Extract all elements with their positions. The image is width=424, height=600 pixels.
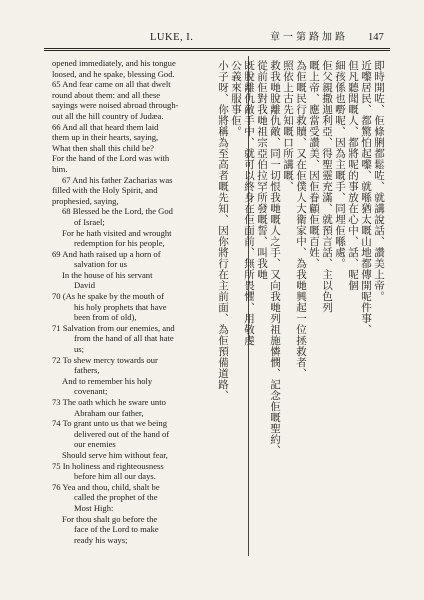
english-line: before him all our days.	[74, 471, 156, 482]
english-line: For he hath visited and wrought	[62, 227, 172, 238]
english-line: 67 And his father Zacharias was	[62, 174, 173, 185]
chinese-column: 救我哋脫離仇敵、同一切恨我哋嘅人之手、又向我哋列祖施憐憫、記念佢嘅聖約、	[269, 60, 281, 456]
english-line: prophesied, saying,	[52, 195, 119, 206]
english-line: from the hand of all that hate	[74, 333, 174, 344]
chinese-column: 佢父親撒迦利亞、得聖靈充滿、就預言話、主以色列	[321, 60, 333, 313]
english-line: loosed, and he spake, blessing God.	[52, 68, 175, 79]
english-line: redemption for his people,	[74, 238, 165, 249]
english-line: 75 In holiness and righteousness	[52, 460, 164, 471]
chinese-column: 但凡聽聞嘅人、都將呢的事放在心中、話、呢個	[347, 60, 359, 291]
english-line: 72 To shew mercy towards our	[52, 354, 158, 365]
english-line: 73 The oath which he sware unto	[52, 397, 166, 407]
english-line: 65 And fear came on all that dwelt	[52, 79, 171, 90]
english-line: face of the Lord to make	[74, 524, 159, 535]
english-line: salvation for us	[74, 259, 127, 270]
english-line: 69 And hath raised up a horn of	[52, 248, 161, 259]
english-line: 68 Blessed be the Lord, the God	[62, 206, 173, 217]
english-line: been from of old),	[74, 312, 137, 323]
english-line: our enemies	[74, 439, 116, 450]
english-line: delivered out of the hand of	[74, 428, 170, 439]
header-rule	[44, 48, 390, 49]
english-line: ready his ways;	[74, 534, 128, 545]
english-line: 71 Salvation from our enemies, and	[52, 322, 175, 333]
english-line: covenant;	[74, 386, 108, 397]
english-line: For the hand of the Lord was with	[52, 153, 170, 164]
chinese-column: 嘅上帝、應當受讚美、因佢眷顧佢嘅百姓、	[308, 60, 320, 269]
chinese-column: 為佢嘅民行救贖、又在佢僕人大衛家中、為我哋興起一位拯救者、	[295, 60, 307, 379]
chinese-column: 照依上古先知嘅口所講嘅、	[282, 60, 294, 192]
chinese-column: 細孩係也嘢呢、因為主嘅手、同埋佢喺處。	[334, 60, 346, 269]
chinese-text-columns	[217, 60, 385, 556]
english-line: round about them: and all these	[52, 89, 161, 100]
english-line: David	[74, 280, 96, 291]
header-rule-thin	[44, 50, 390, 51]
english-line: them up in their hearts, saying,	[52, 132, 159, 143]
english-line: called the prophet of the	[74, 492, 158, 503]
english-line: For thou shalt go before the	[62, 513, 158, 524]
chinese-column: 即時開咗、佢條脷都鬆咗、就講說話、讚美上帝。	[373, 60, 385, 302]
english-line: Abraham our father,	[74, 407, 144, 418]
english-line: his holy prophets that have	[74, 301, 167, 312]
chinese-column: 近嚟居民、都驚怕起嚟、就喺猶太嘅山地都傳開呢件事、	[360, 60, 372, 335]
english-line: opened immediately, and his tongue	[52, 58, 176, 68]
running-head-english: LUKE, I.	[150, 32, 194, 43]
english-line: Most High:	[74, 502, 114, 513]
chinese-column: 小子呀、你將稱為至高者嘅先知、因你將行在主前面、為佢預備道路、	[217, 60, 229, 401]
chinese-column: 從前佢對我哋祖宗亞伯拉罕所發嘅誓、叫我哋	[256, 60, 268, 280]
english-line: What then shall this child be?	[52, 142, 154, 153]
english-line: Should serve him without fear,	[62, 449, 168, 460]
english-line: of Israel;	[74, 216, 105, 227]
page-number: 147	[368, 32, 384, 43]
english-line: filled with the Holy Spirit, and	[52, 185, 158, 196]
english-line: In the house of his servant	[62, 269, 153, 280]
english-line: out all the hill country of Judæa.	[52, 110, 164, 121]
english-line: him.	[52, 163, 68, 174]
chinese-column: 公義來服事佢。	[230, 60, 242, 137]
english-line: fathers,	[74, 365, 100, 376]
english-line: sayings were noised abroad through-	[52, 100, 179, 111]
english-line: 76 Yea and thou, child, shalt be	[52, 481, 160, 492]
english-line: 74 To grant unto us that we being	[52, 418, 167, 429]
english-text-column	[52, 58, 242, 545]
chinese-column: 既脫離仇敵手中、就可以終身在佢面前、無所畏懼、用敬虔	[243, 60, 255, 346]
english-line: 70 (As he spake by the mouth of	[52, 291, 164, 302]
english-line: 66 And all that heard them laid	[52, 121, 159, 132]
english-line: And to remember his holy	[62, 375, 153, 386]
english-line: us;	[74, 344, 85, 355]
running-head-chinese: 章一第路加路	[270, 32, 348, 43]
